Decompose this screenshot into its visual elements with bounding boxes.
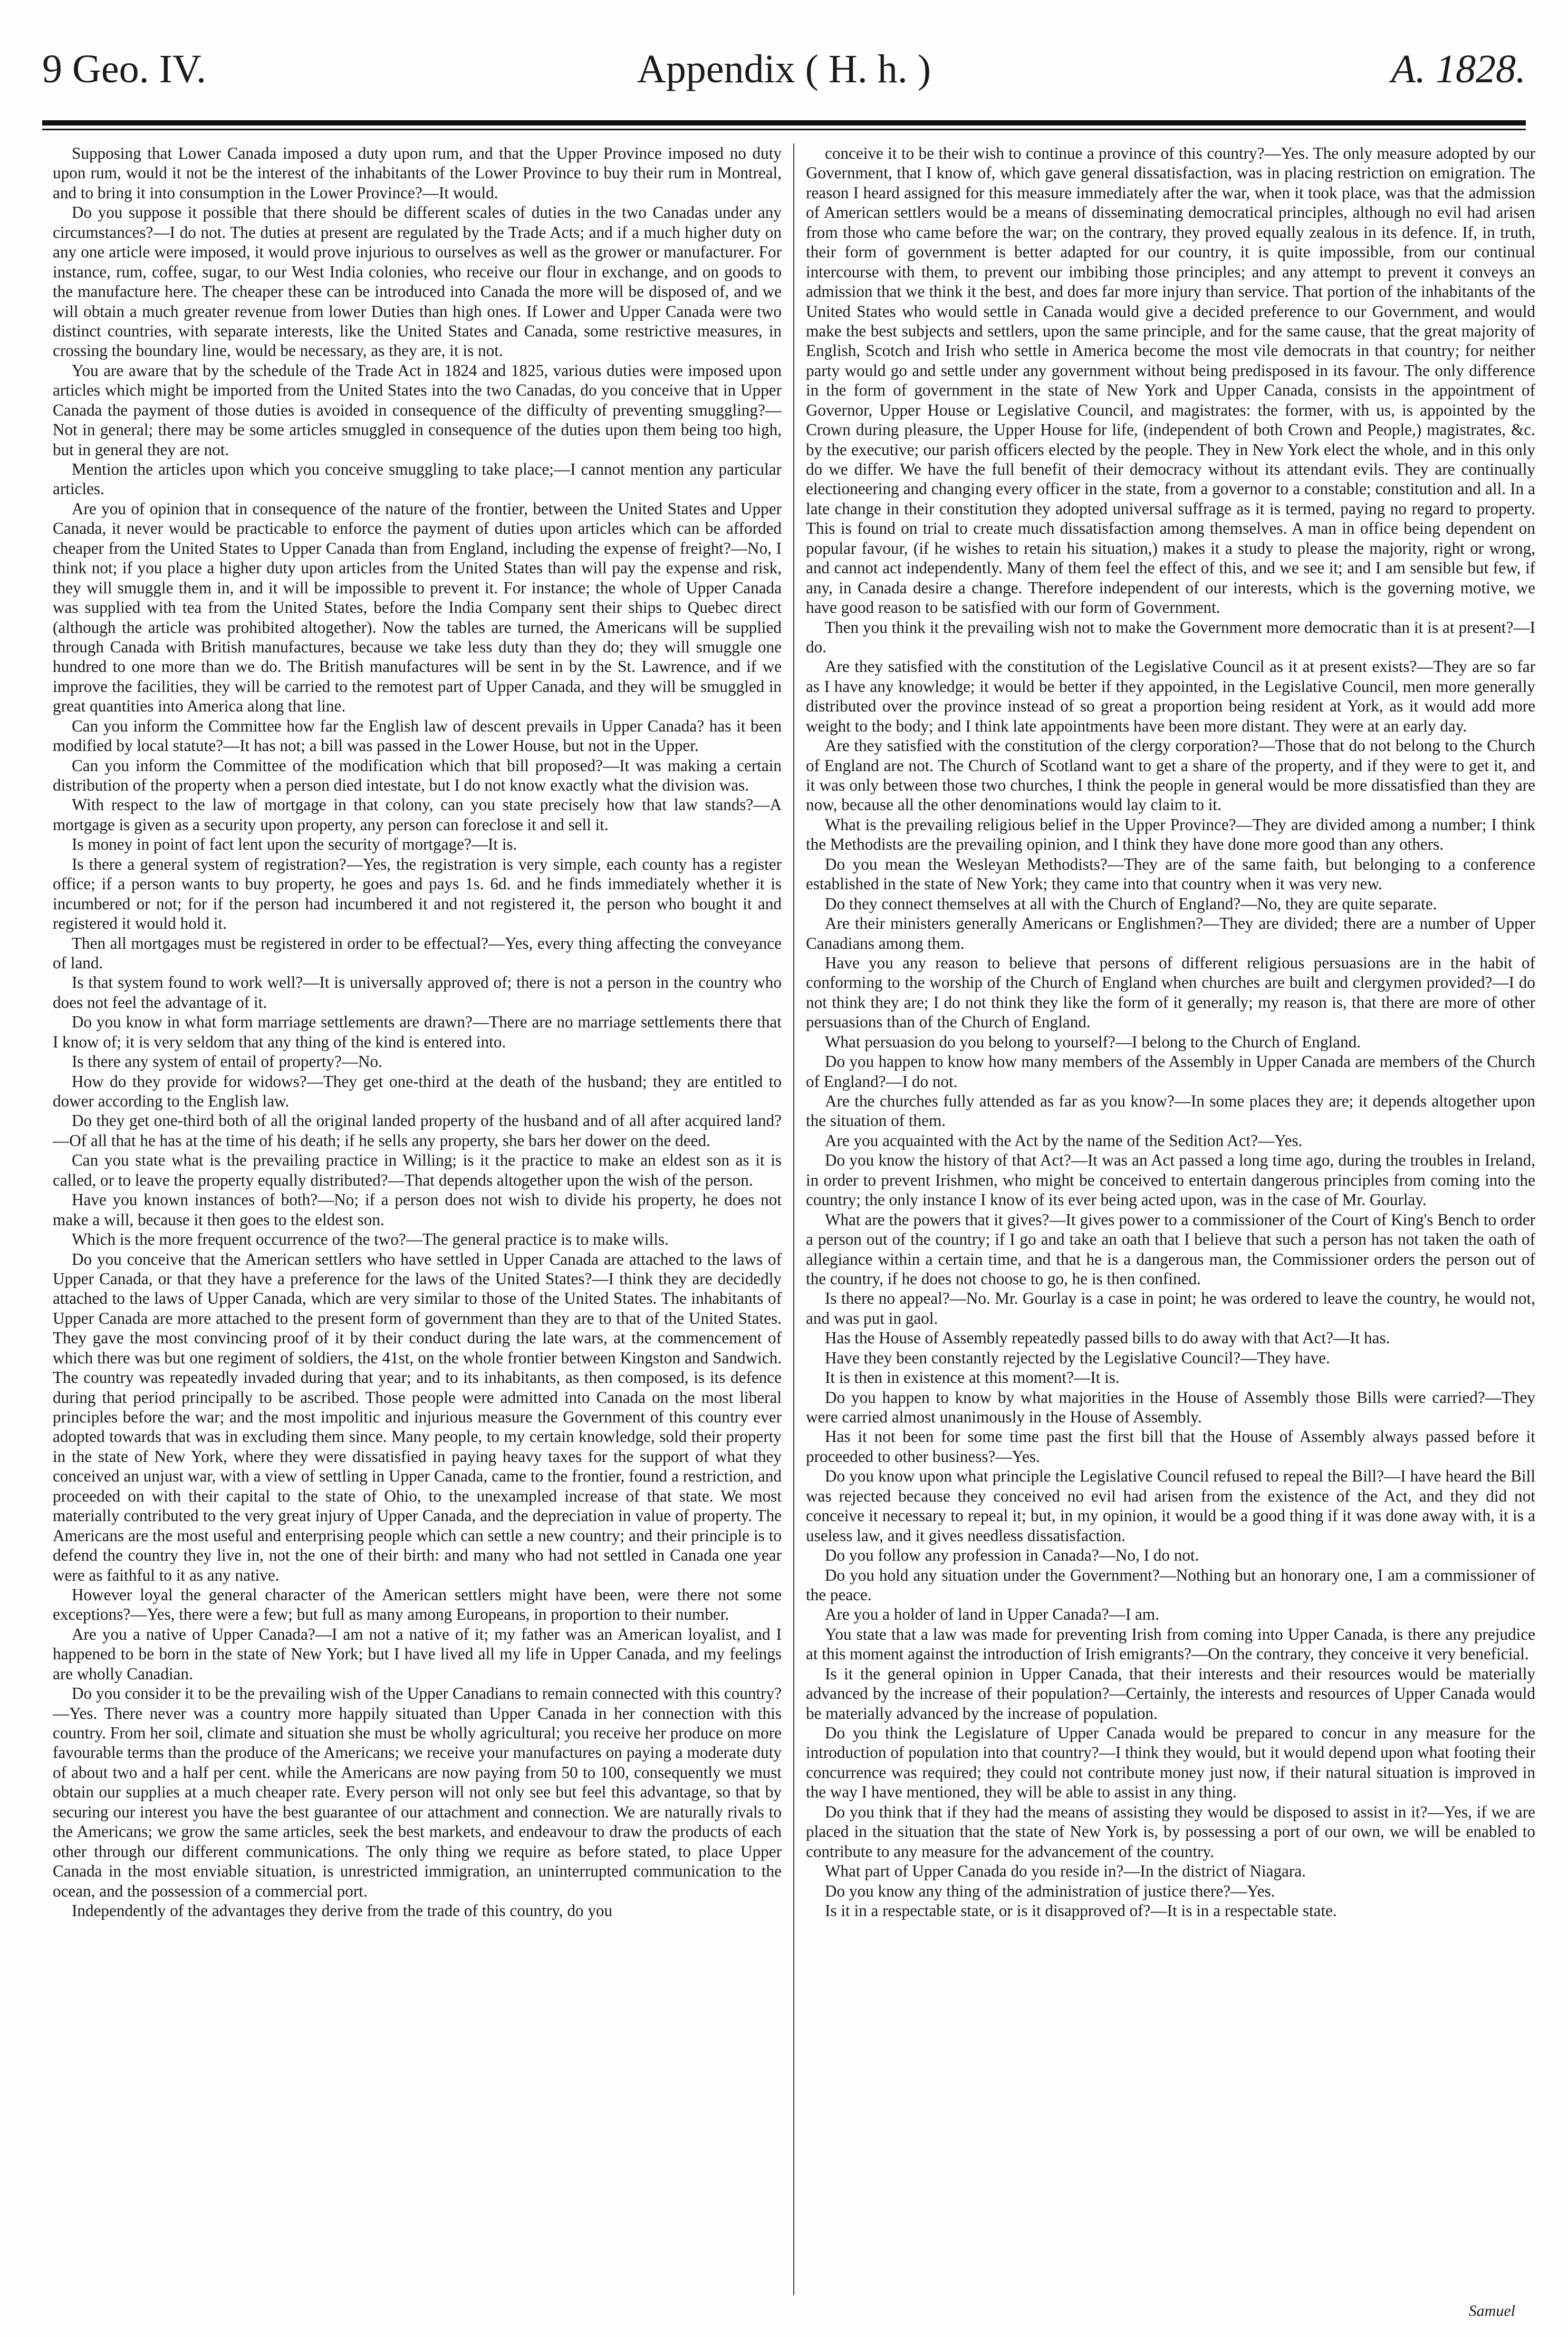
- paragraph: Are they satisfied with the constitution of the clergy corporation?—Those that do not belong to the Church of England are not. The Church of Scotland want to get a share of the property, and if they were to get it, and it was only between those two churches, I think the people in general would be more dissatisfied than they are now, because all the other denominations would lay claim to it.: [806, 736, 1535, 814]
- paragraph: Then all mortgages must be registered in order to be effectual?—Yes, every thing affecting the conveyance of land.: [53, 934, 782, 972]
- paragraph: You state that a law was made for preventing Irish from coming into Upper Canada, is there any prejudice at this moment against the introduction of Irish emigrants?—On the contrary, they conceive it very beneficial.: [806, 1624, 1535, 1663]
- catchword: Samuel: [1468, 2302, 1515, 2320]
- paragraph: Are the churches fully attended as far as you know?—In some places they are; it depends altogether upon the situation of them.: [806, 1092, 1535, 1130]
- paragraph: Is money in point of fact lent upon the security of mortgage?—It is.: [72, 835, 517, 854]
- header-year: A. 1828.: [1391, 47, 1526, 91]
- paragraph: Do you know upon what principle the Legislative Council refused to repeal the Bill?—I have heard the Bill was rejected because they conceived no evil had arisen from the existence of the Act, and they did not conceive it necessary to repeal it; but, in my opinion, it would be a good thing if it was done away with, it is a useless law, and it gives needless dissatisfaction.: [806, 1467, 1535, 1545]
- paragraph: Has the House of Assembly repeatedly passed bills to do away with that Act?—It has.: [825, 1329, 1390, 1348]
- header-thick-rule: [42, 120, 1526, 126]
- paragraph: Can you inform the Committee of the modification which that bill proposed?—It was making a certain distribution of the property when a person died intestate, but I do not know exactly what the division was.: [53, 756, 782, 794]
- paragraph: What is the prevailing religious belief in the Upper Province?—They are divided among a number; I think the Methodists are the prevailing opinion, and I think they have done more good than any others.: [806, 815, 1535, 854]
- paragraph: Do you know in what form marriage settlements are drawn?—There are no marriage settlements there that I know of; it is very seldom that any thing of the kind is entered into.: [53, 1013, 782, 1051]
- paragraph: Are you a holder of land in Upper Canada?—I am.: [825, 1605, 1159, 1624]
- paragraph: You are aware that by the schedule of the Trade Act in 1824 and 1825, various duties were imposed upon articles which might be imported from the United States into the two Canadas, do you conceive that in Upper Canada the payment of those duties is avoided in consequence of the difficulty of preventing smuggling?—Not in general; there may be some articles smuggled in consequence of the duties upon them being too high, but in general they are not.: [53, 361, 782, 459]
- left-column: [53, 143, 782, 2295]
- paragraph: Supposing that Lower Canada imposed a duty upon rum, and that the Upper Province imposed no duty upon rum, would it not be the interest of the inhabitants of the Lower Province to buy their rum in Montreal, and to bring it into consumption in the Lower Province?—It would.: [53, 144, 782, 202]
- paragraph: Is it in a respectable state, or is it disapproved of?—It is in a respectable state.: [825, 1901, 1337, 1920]
- paragraph: Are you acquainted with the Act by the name of the Sedition Act?—Yes.: [825, 1131, 1303, 1150]
- paragraph: Independently of the advantages they derive from the trade of this country, do you: [72, 1901, 613, 1920]
- paragraph: Has it not been for some time past the first bill that the House of Assembly always passed before it proceeded to other business?—Yes.: [806, 1427, 1535, 1466]
- paragraph: Do you think the Legislature of Upper Canada would be prepared to concur in any measure for the introduction of population into that country?—I think they would, but it would depend upon what footing their concurrence was required; they could not contribute money just now, if their natural situation is improved in the way I have mentioned, they will be able to assist in any thing.: [806, 1724, 1535, 1802]
- column-divider: [793, 143, 794, 2295]
- paragraph: Do you follow any profession in Canada?—No, I do not.: [825, 1546, 1199, 1565]
- header-appendix-title: Appendix ( H. h. ): [637, 47, 931, 91]
- paragraph: conceive it to be their wish to continue a province of this country?—Yes. The only measure adopted by our Government, that I know of, which gave general dissatisfaction, was in placing restriction on emigration. The reason I heard assigned for this measure immediately after the war, when it took place, was that the admission of American settlers would be a means of disseminating democratical principles, although no evil had arisen from those who came before the war; on the contrary, they proved equally zealous in its defence. If, in truth, their form of government is better adapted for our country, it is quite impossible, from our continual intercourse with them, to prevent our imbibing those principles; and any attempt to prevent it conveys an admission that we think it the best, and does far more injury than service. That portion of the inhabitants of the United States who would settle in Canada would give a decided preference to our Government, and would make the best subjects and settlers, upon the same principle, and for the same cause, that the great majority of English, Scotch and Irish who settle in America become the most vile democrats in that country; for neither party would go and settle under any government without being predisposed in its favour. The only difference in the form of government in the state of New York and Upper Canada, consists in the appointment of Governor, Upper House or Legislative Council, and magistrates: the former, with us, is appointed by the Crown during pleasure, the Upper House for life, (independent of both Crown and People,) magistrates, &c. by the executive; our parish officers elected by the people. They in New York elect the whole, and in this only do we differ. We have the full benefit of their democracy without its attendant evils. They are continually electioneering and changing every officer in the state, from a governor to a constable; constitution and all. In a late change in their constitution they adopted universal suffrage as it is termed, paying no regard to property. This is found on trial to create much dissatisfaction among themselves. A man in office being dependent on popular favour, (if he wishes to retain his situation,) makes it a study to please the majority, right or wrong, and cannot act independently. Many of them feel the effect of this, and we see it; and I am sensible but few, if any, in Canada desire a change. Therefore independent of our interests, which is the governing motive, we have good reason to be satisfied with our form of Government.: [806, 144, 1535, 617]
- paragraph: How do they provide for widows?—They get one-third at the death of the husband; they are entitled to dower according to the English law.: [53, 1072, 782, 1110]
- paragraph: Do you think that if they had the means of assisting they would be disposed to assist in it?—Yes, if we are placed in the situation that the state of New York is, by possessing a port of our own, we will be enabled to contribute to any measure for the advancement of the country.: [806, 1802, 1535, 1861]
- paragraph: Do you suppose it possible that there should be different scales of duties in the two Canadas under any circumstances?—I do not. The duties at present are regulated by the Trade Acts; and if a much higher duty on any one article were imposed, it would prove injurious to ourselves as well as the grower or manufacturer. For instance, rum, coffee, sugar, to our West India colonies, who receive our flour in exchange, and on goods to the manufacture here. The cheaper these can be introduced into Canada the more will be disposed of, and we will obtain a much greater revenue from lower Duties than high ones. If Lower and Upper Canada were two distinct countries, with separate interests, like the United States and Canada, some restrictive measures, in crossing the boundary line, would be necessary, as they are, it is not.: [53, 203, 782, 360]
- paragraph: Is there a general system of registration?—Yes, the registration is very simple, each county has a register office; if a person wants to buy property, he goes and pays 1s. 6d. and he finds immediately whether it is incumbered or not; for if the person had incumbered it and not registered it, the person who bought it and registered it would hold it.: [53, 854, 782, 933]
- paragraph: Have you any reason to believe that persons of different religious persuasions are in the habit of conforming to the worship of the Church of England when churches are built and clergymen provided?—I do not think they are; I do not think they like the form of it generally; my reason is, that there are more of other persuasions than of the Church of England.: [806, 953, 1535, 1032]
- paragraph: Is it the general opinion in Upper Canada, that their interests and their resources would be materially advanced by the increase of their population?—Certainly, the interests and resources of Upper Canada would be materially advanced by the increase of population.: [806, 1664, 1535, 1723]
- paragraph: Do you happen to know how many members of the Assembly in Upper Canada are members of the Church of England?—I do not.: [806, 1052, 1535, 1091]
- paragraph: Do you mean the Wesleyan Methodists?—They are of the same faith, but belonging to a conference established in the state of New York; they came into that country when it was very new.: [806, 854, 1535, 893]
- paragraph: Can you state what is the prevailing practice in Willing; is it the practice to make an eldest son as it is called, or to leave the property equally distributed?—That depends altogether upon the wish of the person.: [53, 1151, 782, 1189]
- paragraph: Do you know any thing of the administration of justice there?—Yes.: [825, 1881, 1275, 1900]
- page-header: [42, 46, 1526, 110]
- paragraph: With respect to the law of mortgage in that colony, can you state precisely how that law stands?—A mortgage is given as a security upon property, any person can foreclose it and sell it.: [53, 795, 782, 834]
- paragraph: Is that system found to work well?—It is universally approved of; there is not a person in the country who does not feel the advantage of it.: [53, 973, 782, 1012]
- paragraph: What are the powers that it gives?—It gives power to a commissioner of the Court of King's Bench to order a person out of the country; if I go and take an oath that I believe that such a person has not taken the oath of allegiance within a certain time, and that he is a dangerous man, the Commissioner orders the person out of the country, if he does not choose to go, he is then confined.: [806, 1210, 1535, 1288]
- paragraph: Is there any system of entail of property?—No.: [72, 1052, 382, 1071]
- paragraph: Are they satisfied with the constitution of the Legislative Council as it at present exists?—They are so far as I have any knowledge; it would be better if they appointed, in the Legislative Council, men more generally distributed over the province instead of so great a proportion being resident at York, as it would add more weight to the body; and I think late appointments have been more distant. They were at an early day.: [806, 657, 1535, 735]
- paragraph: Do they connect themselves at all with the Church of England?—No, they are quite separate.: [825, 894, 1437, 913]
- paragraph: Are you of opinion that in consequence of the nature of the frontier, between the United States and Upper Canada, it never would be practicable to enforce the payment of duties upon articles which can be afforded cheaper from the United States to Upper Canada than from England, including the expense of freight?—No, I think not; if you place a higher duty upon articles from the United States than will pay the expense and risk, they will smuggle them in, and it will be impossible to prevent it. For instance; the whole of Upper Canada was supplied with tea from the United States, before the India Company sent their ships to Quebec direct (although the article was prohibited altogether). Now the tables are turned, the Americans will be supplied through Canada with British manufactures, because we take less duty than they do; they will smuggle one hundred to one more than we do. The British manufactures will be sent in by the St. Lawrence, and if we improve the facilities, they will be carried to the remotest part of Upper Canada, and they will be smuggled in great quantities into America along that line.: [53, 499, 782, 716]
- right-column: [806, 143, 1535, 2295]
- paragraph: Do you happen to know by what majorities in the House of Assembly those Bills were carried?—They were carried almost unanimously in the House of Assembly.: [806, 1388, 1535, 1426]
- paragraph: Do you know the history of that Act?—It was an Act passed a long time ago, during the troubles in Ireland, in order to prevent Irishmen, who might be conceived to entertain dangerous principles from coming into the country; the only instance I know of its ever being acted upon, was in the case of Mr. Gourlay.: [806, 1151, 1535, 1209]
- paragraph: Have they been constantly rejected by the Legislative Council?—They have.: [825, 1348, 1330, 1367]
- paragraph: Which is the more frequent occurrence of the two?—The general practice is to make wills.: [72, 1230, 669, 1249]
- paragraph: Do you hold any situation under the Government?—Nothing but an honorary one, I am a commissioner of the peace.: [806, 1565, 1535, 1604]
- paragraph: Are you a native of Upper Canada?—I am not a native of it; my father was an American loyalist, and I happened to be born in the state of New York; but I have lived all my life in Upper Canada, and my feelings are wholly Canadian.: [53, 1624, 782, 1683]
- paragraph: Do you consider it to be the prevailing wish of the Upper Canadians to remain connected with this country?—Yes. There never was a country more happily situated than Upper Canada in her connection with this country. From her soil, climate and situation she must be wholly agricultural; you receive her produce on more favourable terms than the produce of the Americans; we receive your manufactures on paying a moderate duty of about two and a half per cent. while the Americans are now paying from 50 to 100, consequently we must obtain our supplies at a much cheaper rate. Every person will not only see but feel this advantage, so that by securing our interest you have the best guarantee of our attachment and connection. We are naturally rivals to the Americans; we grow the same articles, seek the best markets, and endeavour to draw the products of each other through our different communications. The only thing we require as before stated, to place Upper Canada in the most enviable situation, is unrestricted immigration, an uninterrupted communication to the ocean, and the possession of a commercial port.: [53, 1684, 782, 1900]
- paragraph: Can you inform the Committee how far the English law of descent prevails in Upper Canada? has it been modified by local statute?—It has not; a bill was passed in the Lower House, but not in the Upper.: [53, 716, 782, 755]
- paragraph: What persuasion do you belong to yourself?—I belong to the Church of England.: [825, 1032, 1361, 1051]
- paragraph: Then you think it the prevailing wish not to make the Government more democratic than it is at present?—I do.: [806, 618, 1535, 656]
- header-regnal-year: 9 Geo. IV.: [42, 47, 207, 91]
- text-columns: [53, 143, 1535, 2295]
- paragraph: Do you conceive that the American settlers who have settled in Upper Canada are attached to the laws of Upper Canada, or that they have a preference for the laws of the United States?—I think they are decidedly attached to the laws of Upper Canada, which are very similar to those of the United States. The inhabitants of Upper Canada are more attached to the present form of government than they are to that of the United States. They gave the most convincing proof of it by their conduct during the late wars, at the commencement of which there was but one regiment of soldiers, the 41st, on the whole frontier between Kingston and Sandwich. The country was repeatedly invaded during that year; and to its inhabitants, as then composed, is its defence during that period principally to be ascribed. Those people were admitted into Canada on the most liberal principles before the war; and the most impolitic and injurious measure the Government of this country ever adopted towards that was in excluding them since. Many people, to my certain knowledge, sold their property in the state of New York, where they were dissatisfied in paying heavy taxes for the support of what they conceived an unjust war, with a view of settling in Upper Canada, came to the frontier, found a restriction, and proceeded on with their capital to the state of Ohio, to the unexampled increase of that state. We most materially contributed to the very great injury of Upper Canada, and the depreciation in value of property. The Americans are the most useful and enterprising people which can settle a new country; and their principle is to defend the country they live in, not the one of their birth: and many who had not settled in Canada one year were as faithful to it as any native.: [53, 1249, 782, 1584]
- paragraph: What part of Upper Canada do you reside in?—In the district of Niagara.: [825, 1862, 1306, 1881]
- paragraph: However loyal the general character of the American settlers might have been, were there not some exceptions?—Yes, there were a few; but full as many among Europeans, in proportion to their number.: [53, 1585, 782, 1624]
- paragraph: Do they get one-third both of all the original landed property of the husband and of all after acquired land?—Of all that he has at the time of his death; if he sells any property, she bars her dower on the deed.: [53, 1111, 782, 1150]
- paragraph: It is then in existence at this moment?—It is.: [825, 1368, 1120, 1387]
- paragraph: Have you known instances of both?—No; if a person does not wish to divide his property, he does not make a will, because it then goes to the eldest son.: [53, 1190, 782, 1229]
- header-thin-rule: [42, 129, 1526, 130]
- paragraph: Is there no appeal?—No. Mr. Gourlay is a case in point; he was ordered to leave the country, he would not, and was put in gaol.: [806, 1289, 1535, 1328]
- paragraph: Are their ministers generally Americans or Englishmen?—They are divided; there are a number of Upper Canadians among them.: [806, 914, 1535, 953]
- paragraph: Mention the articles upon which you conceive smuggling to take place;—I cannot mention any particular articles.: [53, 460, 782, 498]
